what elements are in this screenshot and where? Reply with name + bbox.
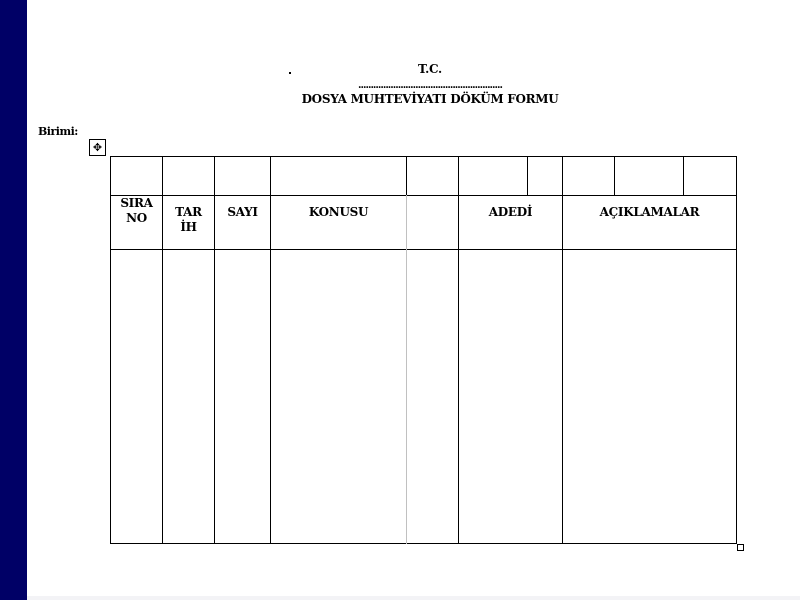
col-header-aciklamalar: AÇIKLAMALAR xyxy=(599,205,700,219)
col-header-adedi: ADEDİ xyxy=(488,205,533,219)
col-header-sira-no-line1: SIRA xyxy=(120,196,153,210)
col-header-tarih xyxy=(163,205,214,235)
header-tc: T.C. xyxy=(418,62,442,76)
col-header-tarih-line2: İH xyxy=(180,220,197,234)
col-header-sira-no-line2: NO xyxy=(126,211,147,225)
table-move-handle-icon[interactable]: ✥ xyxy=(89,139,106,156)
col-header-sira-no xyxy=(111,196,162,226)
birimi-label: Birimi: xyxy=(38,125,78,138)
col-header-sayi: SAYI xyxy=(227,205,258,219)
col-header-konusu: KONUSU xyxy=(308,205,369,219)
form-title: DOSYA MUHTEVİYATI DÖKÜM FORMU xyxy=(301,92,559,106)
table-resize-handle-icon[interactable] xyxy=(737,544,744,551)
col-header-tarih-line1: TAR xyxy=(175,205,202,219)
header-dotted-line: .......................................................... xyxy=(358,80,502,91)
